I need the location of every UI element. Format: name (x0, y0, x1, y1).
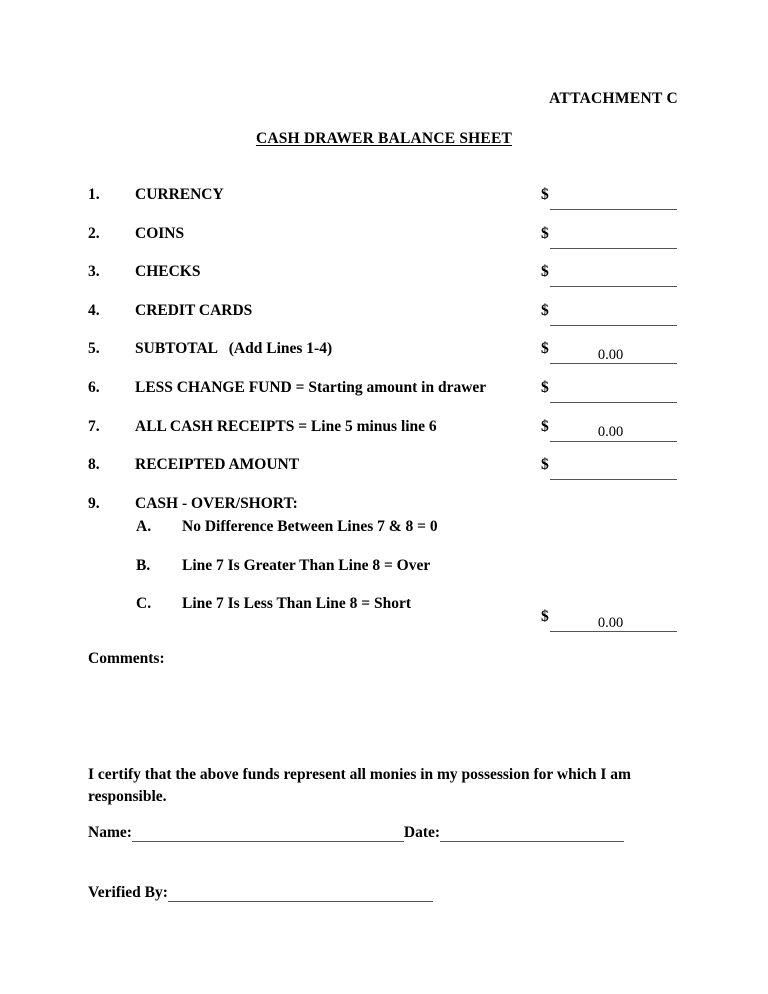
sublist-item (0, 518, 768, 557)
amount-rule (550, 209, 677, 210)
date-field[interactable] (404, 824, 624, 842)
dollar-sign-icon: $ (541, 186, 549, 203)
line-label: SUBTOTAL (Add Lines 1-4) (135, 340, 333, 358)
balance-line-list (0, 186, 768, 533)
date-label: Date: (403, 824, 441, 841)
amount-rule (550, 631, 677, 632)
amount-field-coins[interactable] (541, 225, 677, 249)
date-input-rule[interactable] (440, 824, 624, 842)
amount-field-currency[interactable] (541, 186, 677, 210)
dollar-sign-icon: $ (541, 224, 549, 242)
dollar-sign-icon: $ (541, 340, 549, 358)
balance-row (0, 379, 768, 418)
amount-rule (550, 479, 677, 480)
line-number: 7. (88, 417, 100, 435)
balance-row (0, 186, 768, 225)
sub-text: Line 7 Is Less Than Line 8 = Short (182, 595, 412, 613)
amount-rule (550, 402, 677, 403)
amount-rule (550, 325, 677, 326)
name-date-row (88, 824, 688, 848)
balance-row (0, 456, 768, 495)
amount-field-change-fund[interactable] (541, 379, 677, 403)
line-number: 8. (88, 456, 100, 474)
amount-field-cash-receipts[interactable] (541, 418, 677, 442)
amount-value: 0.00 (597, 424, 624, 441)
amount-field-over-short[interactable] (541, 608, 677, 632)
line-label: CREDIT CARDS (135, 301, 253, 319)
line-label: COINS (135, 224, 185, 242)
amount-rule (550, 248, 677, 249)
name-field[interactable] (88, 824, 404, 842)
line-number: 6. (88, 378, 100, 396)
amount-rule (550, 441, 677, 442)
amount-rule (550, 286, 677, 287)
name-label: Name: (88, 824, 132, 841)
dollar-sign-icon: $ (541, 263, 549, 281)
line-label: LESS CHANGE FUND = Starting amount in drawer (135, 378, 487, 396)
attachment-label: ATTACHMENT C (549, 90, 678, 107)
line-label: RECEIPTED AMOUNT (135, 456, 300, 474)
dollar-sign-icon: $ (541, 417, 549, 435)
verified-by-label: Verified By: (88, 884, 168, 901)
line-label: CHECKS (135, 263, 201, 281)
balance-row (0, 225, 768, 264)
line-number: 5. (88, 340, 100, 358)
line-label: ALL CASH RECEIPTS = Line 5 minus line 6 (135, 417, 437, 435)
comments-label: Comments: (88, 650, 165, 667)
line-number: 4. (88, 301, 100, 319)
line-label: CASH - OVER/SHORT: (135, 494, 298, 512)
dollar-sign-icon: $ (541, 608, 549, 625)
amount-value: 0.00 (597, 346, 624, 363)
sub-text: No Difference Between Lines 7 & 8 = 0 (182, 518, 438, 535)
line-label: CURRENCY (135, 186, 224, 203)
balance-row (0, 263, 768, 302)
dollar-sign-icon: $ (541, 378, 549, 396)
balance-row (0, 302, 768, 341)
amount-field-subtotal[interactable] (541, 340, 677, 364)
verified-by-field[interactable] (88, 884, 433, 902)
sub-letter: B. (136, 556, 151, 574)
page-title (0, 130, 768, 148)
line-number: 1. (88, 186, 100, 203)
sub-text: Line 7 Is Greater Than Line 8 = Over (182, 556, 431, 574)
sub-letter: C. (136, 595, 152, 613)
dollar-sign-icon: $ (541, 301, 549, 319)
verified-by-input-rule[interactable] (168, 884, 433, 902)
line-number: 3. (88, 263, 100, 281)
name-input-rule[interactable] (132, 824, 404, 842)
line-number: 9. (88, 494, 100, 512)
certification-statement: I certify that the above funds represent all monies in my possession for which I am responsible. (88, 766, 631, 805)
balance-row (0, 418, 768, 457)
page-title-text: CASH DRAWER BALANCE SHEET (255, 130, 513, 147)
sublist-item (0, 557, 768, 596)
amount-value: 0.00 (597, 614, 624, 631)
amount-field-receipted-amount[interactable] (541, 456, 677, 480)
dollar-sign-icon: $ (541, 456, 549, 474)
sub-letter: A. (136, 518, 152, 535)
balance-row (0, 340, 768, 379)
amount-rule (550, 363, 677, 364)
line-number: 2. (88, 224, 100, 242)
amount-field-checks[interactable] (541, 263, 677, 287)
verified-by-row (88, 884, 688, 908)
amount-field-credit-cards[interactable] (541, 302, 677, 326)
